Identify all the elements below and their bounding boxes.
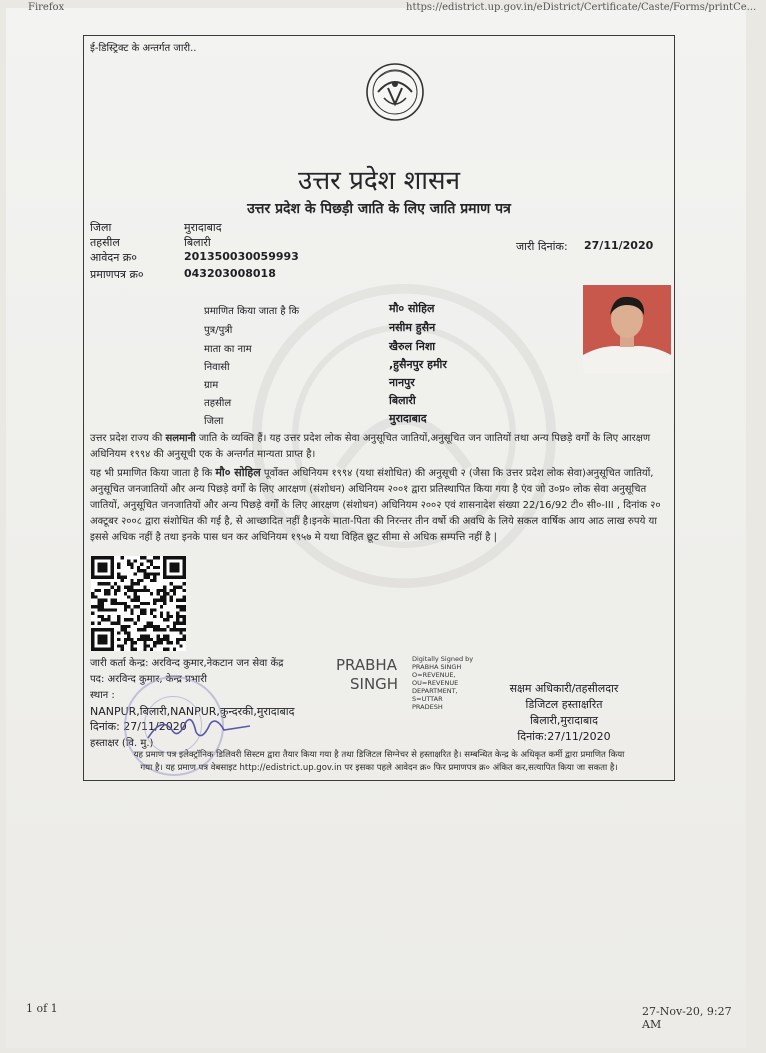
- issue-date-value: 27/11/2020: [584, 239, 654, 252]
- detail-value-mother: खैरुल निशा: [389, 340, 436, 353]
- issue-date-label: जारी दिनांक:: [516, 240, 568, 253]
- issuer-place-label: स्थान :: [90, 690, 115, 701]
- detail-value-village: नानपुर: [389, 376, 415, 389]
- certificate: [83, 35, 675, 781]
- para1-start: उत्तर प्रदेश राज्य की: [90, 433, 163, 444]
- digital-signature-details: [412, 655, 473, 711]
- issuer-date: दिनांक: 27/11/2020: [90, 720, 187, 733]
- issuer-post: पद: अरविन्द कुमार, केन्द्र प्रभारी: [90, 674, 207, 685]
- meta-label-certificate-no: प्रमाणपत्र क्र०: [90, 268, 144, 281]
- printed-page: [6, 2, 757, 1048]
- detail-label-village: ग्राम: [204, 380, 219, 391]
- meta-label-district: जिला: [90, 221, 112, 234]
- detail-value-name: मौ० सोहिल: [389, 302, 435, 315]
- sig-line: Digitally Signed by: [412, 655, 474, 663]
- issuing-center: जारी कर्ता केन्द्र: अरविन्द कुमार,नेकटान जन सेवा केंद्र: [90, 658, 284, 669]
- authority-place: बिलारी,मुरादाबाद: [530, 714, 598, 727]
- issued-under-text: ई-डिस्ट्रिक्ट के अन्तर्गत जारी..: [90, 43, 197, 54]
- browser-url: https://edistrict.up.gov.in/eDistrict/Certificate/Caste/Forms/printCe...: [406, 2, 757, 13]
- certificate-title: उत्तर प्रदेश शासन: [297, 166, 461, 196]
- qr-code: [91, 556, 186, 651]
- authority-title: सक्षम अधिकारी/तहसीलदार: [509, 682, 619, 695]
- authority-date: दिनांक:27/11/2020: [517, 730, 611, 743]
- applicant-photo: [583, 285, 671, 373]
- meta-value-district: मुरादाबाद: [184, 221, 222, 234]
- detail-value-district: मुरादाबाद: [389, 412, 427, 425]
- sig-line: PRABHA SINGH: [412, 663, 462, 671]
- issuer-signature-label: हस्ताक्षर (वि. मु.): [90, 738, 154, 749]
- certification-paragraph-1: [90, 431, 666, 463]
- detail-label-mother: माता का नाम: [204, 344, 252, 355]
- print-timestamp: 27-Nov-20, 9:27 AM: [642, 1005, 732, 1031]
- page-number: 1 of 1: [26, 1002, 58, 1015]
- authority-block: [484, 681, 644, 745]
- meta-label-application-no: आवेदन क्र०: [90, 251, 137, 264]
- detail-value-father: नसीम हुसैन: [389, 321, 436, 334]
- meta-value-certificate-no: 043203008018: [184, 267, 276, 280]
- meta-label-tehsil: तहसील: [90, 236, 120, 249]
- disclaimer-line-2: गया है। यह प्रमाण पत्र वेबसाइट http://edistrict.up.gov.in पर इसका पहले आवेदन क्र० फिर प्रमाणपत्र क्र० अंकित कर,सत्यापित किया जा सकता है।: [140, 763, 618, 773]
- detail-label-resident: निवासी: [204, 362, 230, 373]
- ink-signature-icon: [144, 712, 254, 744]
- para2-applicant-name: मौ० सोहिल: [215, 466, 261, 479]
- detail-value-tehsil: बिलारी: [389, 394, 416, 407]
- caste-name: सलमानी: [165, 433, 196, 444]
- authority-digital-signed: डिजिटल हस्ताक्षरित: [525, 698, 603, 711]
- detail-label-district: जिला: [204, 416, 224, 427]
- sig-line: S=UTTAR: [412, 695, 443, 703]
- digital-signature-last-name: SINGH: [350, 675, 399, 693]
- browser-title: Firefox: [28, 2, 65, 13]
- certification-paragraph-2: [90, 465, 666, 546]
- meta-value-tehsil: बिलारी: [184, 236, 211, 249]
- detail-label-child-of: पुत्र/पुत्री: [204, 325, 233, 336]
- detail-label-tehsil: तहसील: [204, 398, 232, 409]
- meta-value-application-no: 201350030059993: [184, 250, 299, 263]
- detail-label-certified: प्रमाणित किया जाता है कि: [204, 306, 300, 317]
- digital-signature-first-name: PRABHA: [336, 656, 397, 674]
- certificate-subtitle: उत्तर प्रदेश के पिछड़ी जाति के लिए जाति प्रमाण पत्र: [247, 201, 511, 217]
- up-emblem-icon: [364, 58, 426, 130]
- issuer-place: NANPUR,बिलारी,NANPUR,कुन्दरकी,मुरादाबाद: [90, 705, 295, 718]
- para1-rest: जाति के व्यक्ति हैं। यह उत्तर प्रदेश लोक सेवा अनुसूचित जातियों,अनुसूचित जन जातियों तथा अन्य पिछड़े वर्गों के लिए आरक्षण अधिनियम १९९४ की अनुसूची एक के अन्तर्गत मान्यता प्राप्त है।: [90, 433, 651, 460]
- detail-value-resident: ,हुसैनपुर हमीर: [389, 358, 447, 371]
- digital-signature-name: [336, 656, 398, 694]
- para2-start: यह भी प्रमाणित किया जाता है कि: [90, 468, 213, 479]
- sig-line: PRADESH: [412, 703, 443, 711]
- sig-line: O=REVENUE,: [412, 671, 456, 679]
- verification-disclaimer: [88, 749, 670, 775]
- para2-rest: पूर्वोक्त अधिनियम १९९४ (यथा संशोधित) की अनुसूची २ (जैसा कि उत्तर प्रदेश लोक सेवा)अनुसूचित जातियों, अनुसूचित जनजातियों और अन्य पिछड़े वर्गों के लिए आरक्षण (संशोधन) अधिनियम २००१ द्वारा प्रतिस्थापित किया गया है एंव जो उ०प्र० लोक सेवा अनुसूचित जातियों, अनुसूचित जनजातियों और अन्य पिछड़े वर्गों के लिए आरक्षण (संशोधन) अधिनियम २००२ एवं शासनादेश संख्या 22/16/92 टी० सी०-III , दिनांक २० अक्टूबर २००८ द्वारा संशोधित की गई है, से आच्छादित नहीं है।इनके माता-पिता की निरन्तर तीन वर्षो की अवधि के लिये सकल वार्षिक आय आठ लाख रुपये या इससे अधिक नहीं है तथा इनके पास धन कर अधिनियम १९५७ मे यथा विहित छूट सीमा से अधिक सम्पत्ति नहीं है |: [90, 468, 661, 543]
- sig-line: OU=REVENUE: [412, 679, 459, 687]
- sig-line: DEPARTMENT,: [412, 687, 458, 695]
- disclaimer-line-1: यह प्रमाण पत्र इलेक्ट्रॉनिक डिलिवरी सिस्टम द्वारा तैयार किया गया है तथा डिजिटल सिग्नेचर से हस्ताक्षरित है। सम्बन्धित केन्द्र के अधिकृत कर्मी द्वारा प्रमाणित किया: [133, 750, 625, 760]
